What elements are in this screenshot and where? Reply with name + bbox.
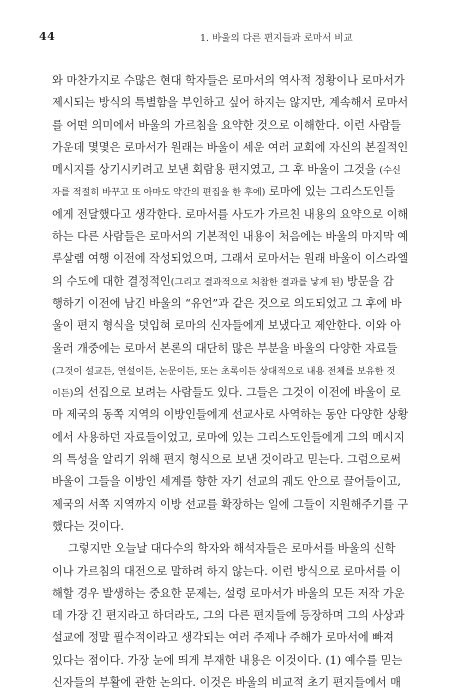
text-line: [52, 494, 426, 516]
parenthetical-text: 자를 적절히 바꾸고 또 아마도 약간의 편집을 한 후에): [52, 187, 266, 199]
text-segment: 의 수도에 대한 결정적인: [52, 274, 171, 288]
text-line: [52, 293, 426, 315]
text-segment: 이나 가르침의 대전으로 말하려 하지 않는다. 이런 방식으로 로마서를 이: [52, 564, 401, 578]
text-segment: 울이 편지 형식을 덧입혀 로마의 신자들에게 보냈다고 제안한다. 이와 아: [52, 319, 401, 333]
text-segment: 행하기 이전에 남긴 바울의 “유언”과 같은 것으로 의도되었고 그 후에 바: [52, 296, 402, 310]
text-line: [52, 627, 426, 649]
text-segment: 설교에 정말 필수적이라고 생각되는 여러 주제나 주해가 로마서에 빠져: [52, 631, 394, 645]
text-line: [52, 605, 426, 627]
text-segment: 바울이 그들을 이방인 세계를 향한 자기 선교의 궤도 안으로 끌어들이고,: [52, 475, 401, 489]
text-segment: 메시지를 상기시키려고 보낸 회람용 편지였고, 그 후 바울이 그것을: [52, 163, 380, 177]
body-text: [52, 70, 426, 694]
text-segment: 마 제국의 동쪽 지역의 이방인들에게 선교사로 사역하는 동안 다양한 상황: [52, 408, 409, 422]
text-line: [52, 226, 426, 248]
text-segment: 해할 경우 발생하는 중요한 문제는, 설령 로마서가 바울의 모든 저작 가운: [52, 586, 405, 600]
text-segment: 울러 개중에는 로마서 본론의 대단히 많은 부분을 바울의 다양한 자료들: [52, 341, 398, 355]
text-segment: 있다는 점이다. 가장 눈에 띄게 부재한 내용은 이것이다. (1) 예수를 믿는: [52, 653, 403, 667]
text-line: [52, 538, 426, 560]
text-line: [52, 360, 426, 382]
text-segment: 방문을 감: [343, 274, 394, 288]
text-segment: 루살렘 여행 이전에 작성되었으며, 그래서 로마서는 원래 바울이 이스라엘: [52, 252, 409, 266]
parenthetical-text: (수신: [379, 165, 401, 177]
parenthetical-text: (그리고 결과적으로 처참한 결과를 낳게 된): [170, 276, 344, 288]
text-segment: 그렇지만 오늘날 대다수의 학자와 해석자들은 로마서를 바울의 신학: [68, 542, 396, 556]
text-line: [52, 271, 426, 293]
parenthetical-text: 이든): [52, 388, 74, 400]
page-header: [0, 30, 470, 48]
text-line: [52, 650, 426, 672]
text-line: [52, 248, 426, 270]
text-segment: 에서 사용하던 자료들이었고, 로마에 있는 그리스도인들에게 그의 메시지: [52, 430, 405, 444]
text-line: [52, 137, 426, 159]
text-line: [52, 449, 426, 471]
text-line: [52, 92, 426, 114]
text-line: [52, 672, 426, 694]
text-segment: 로마에 있는 그리스도인들: [265, 185, 395, 199]
text-line: [52, 315, 426, 337]
text-line: [52, 382, 426, 404]
paragraph-1: [52, 70, 426, 538]
paragraph-2: [52, 538, 426, 694]
text-segment: 하는 다른 사람들은 로마서의 기본적인 내용이 처음에는 바울의 마지막 예: [52, 230, 409, 244]
text-segment: 와 마찬가지로 수많은 현대 학자들은 로마서의 역사적 정황이나 로마서가: [52, 74, 405, 87]
text-line: [52, 338, 426, 360]
text-line: [52, 115, 426, 137]
text-segment: 의 선집으로 보려는 사람들도 있다. 그들은 그것이 이전에 바울이 로: [73, 386, 401, 400]
text-segment: 데 가장 긴 편지라고 하더라도, 그의 다른 편지들에 등장하며 그의 사상과: [52, 609, 405, 623]
text-line: [52, 404, 426, 426]
text-segment: 가운데 몇몇은 로마서가 원래는 바울이 세운 여러 교회에 자신의 본질적인: [52, 140, 409, 154]
text-segment: 에게 전달했다고 생각한다. 로마서를 사도가 가르친 내용의 요약으로 이해: [52, 207, 409, 221]
text-line: [52, 561, 426, 583]
page-number: 44: [39, 30, 56, 43]
parenthetical-text: (그것이 설교든, 연설이든, 논문이든, 또는 초록이든 상대적으로 내용 전체를 보유한 것: [52, 365, 396, 377]
text-line: [52, 159, 426, 181]
text-line: [52, 70, 426, 92]
text-line: [52, 583, 426, 605]
text-line: [52, 471, 426, 493]
running-title: 1. 바울의 다른 편지들과 로마서 비교: [200, 33, 353, 44]
text-segment: 제국의 서쪽 지역까지 이방 선교를 확장하는 일에 그들이 지원해주기를 구: [52, 497, 409, 511]
text-line: [52, 427, 426, 449]
text-line: [52, 204, 426, 226]
text-segment: 의 특성을 알리기 위해 편지 형식으로 보낸 것이라고 믿는다. 그럼으로써: [52, 453, 401, 467]
text-line: [52, 516, 426, 538]
text-segment: 제시되는 방식의 특별함을 부인하고 싶어 하지는 않지만, 계속해서 로마서: [52, 96, 409, 110]
text-segment: 를 어떤 의미에서 바울의 가르침을 요약한 것으로 이해한다. 이런 사람들: [52, 118, 401, 132]
text-segment: 했다는 것이다.: [52, 519, 124, 533]
text-segment: 신자들의 부활에 관한 논의다. 이것은 바울의 비교적 초기 편지들에서 매: [52, 676, 401, 690]
text-line: [52, 181, 426, 203]
